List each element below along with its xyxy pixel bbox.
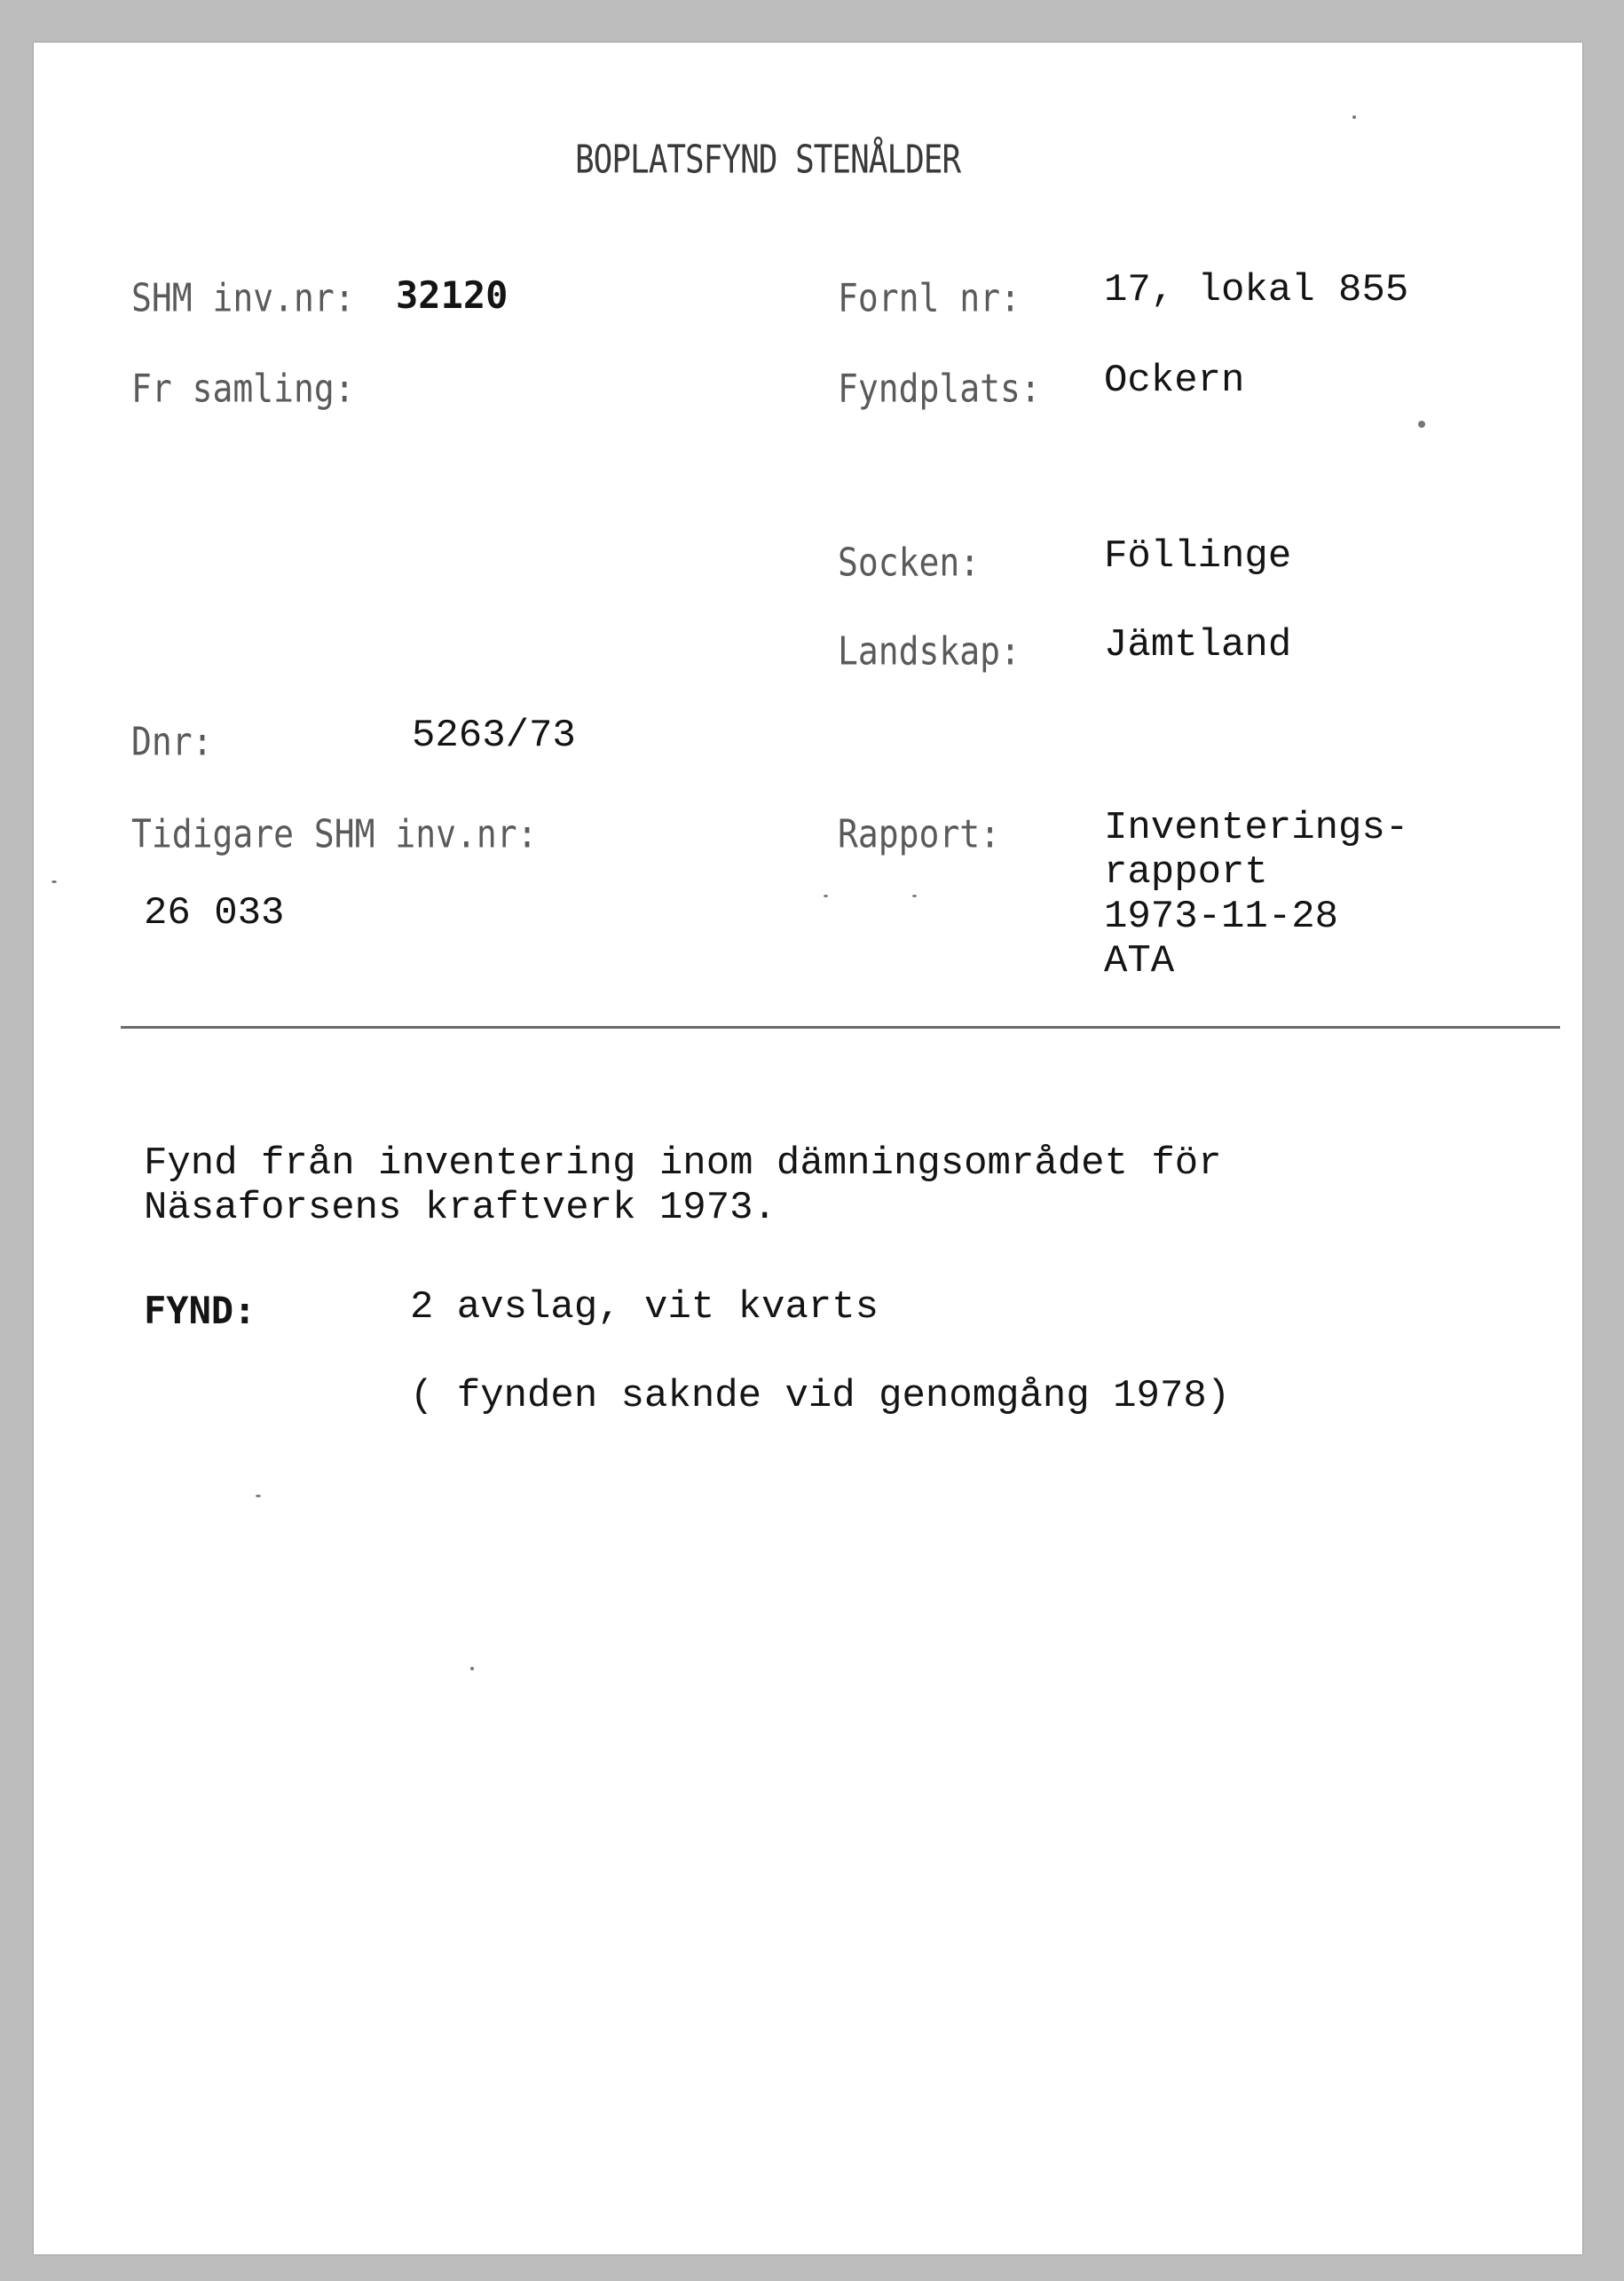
tidigare-shm-value: 26 033 <box>144 891 285 935</box>
card-title: BOPLATSFYND STENÅLDER <box>575 138 961 183</box>
fynd-label: FYND: <box>144 1289 256 1332</box>
fynd-value: 2 avslag, vit kvarts <box>410 1285 879 1330</box>
rapport-line-2: rapport <box>1104 850 1268 895</box>
landskap-label: Landskap: <box>838 628 1021 674</box>
fr-samling-label: Fr samling: <box>131 366 355 411</box>
scan-speck <box>470 1667 474 1670</box>
fyndplats-label: Fyndplats: <box>838 366 1041 411</box>
fynd-note: ( fynden saknde vid genomgång 1978) <box>410 1374 1231 1418</box>
body-line-1: Fynd från inventering inom dämningsområdet för <box>144 1141 1222 1186</box>
socken-label: Socken: <box>838 540 981 585</box>
rapport-line-1: Inventerings- <box>1104 806 1409 850</box>
tidigare-shm-label: Tidigare SHM inv.nr: <box>131 811 538 856</box>
socken-value: Föllinge <box>1104 534 1292 579</box>
scan-speck <box>1352 115 1356 119</box>
fornl-nr-value: 17, lokal 855 <box>1104 268 1409 312</box>
scan-speck <box>912 895 917 897</box>
shm-inv-nr-value: 32120 <box>396 273 508 317</box>
scan-speck <box>1418 421 1425 428</box>
dnr-value: 5263/73 <box>412 714 576 758</box>
landskap-value: Jämtland <box>1104 623 1292 667</box>
index-card <box>34 43 1582 2254</box>
scan-speck <box>256 1495 261 1497</box>
rapport-label: Rapport: <box>838 811 1001 856</box>
divider-line <box>121 1026 1560 1029</box>
rapport-line-3: 1973-11-28 <box>1104 895 1339 939</box>
fyndplats-value: Ockern <box>1104 359 1245 403</box>
scan-speck <box>824 895 828 897</box>
rapport-line-4: ATA <box>1104 939 1175 983</box>
dnr-label: Dnr: <box>131 719 213 764</box>
scan-speck <box>51 880 57 883</box>
shm-inv-nr-label: SHM inv.nr: <box>131 275 355 320</box>
body-line-2: Näsaforsens kraftverk 1973. <box>144 1186 777 1230</box>
fornl-nr-label: Fornl nr: <box>838 275 1021 320</box>
